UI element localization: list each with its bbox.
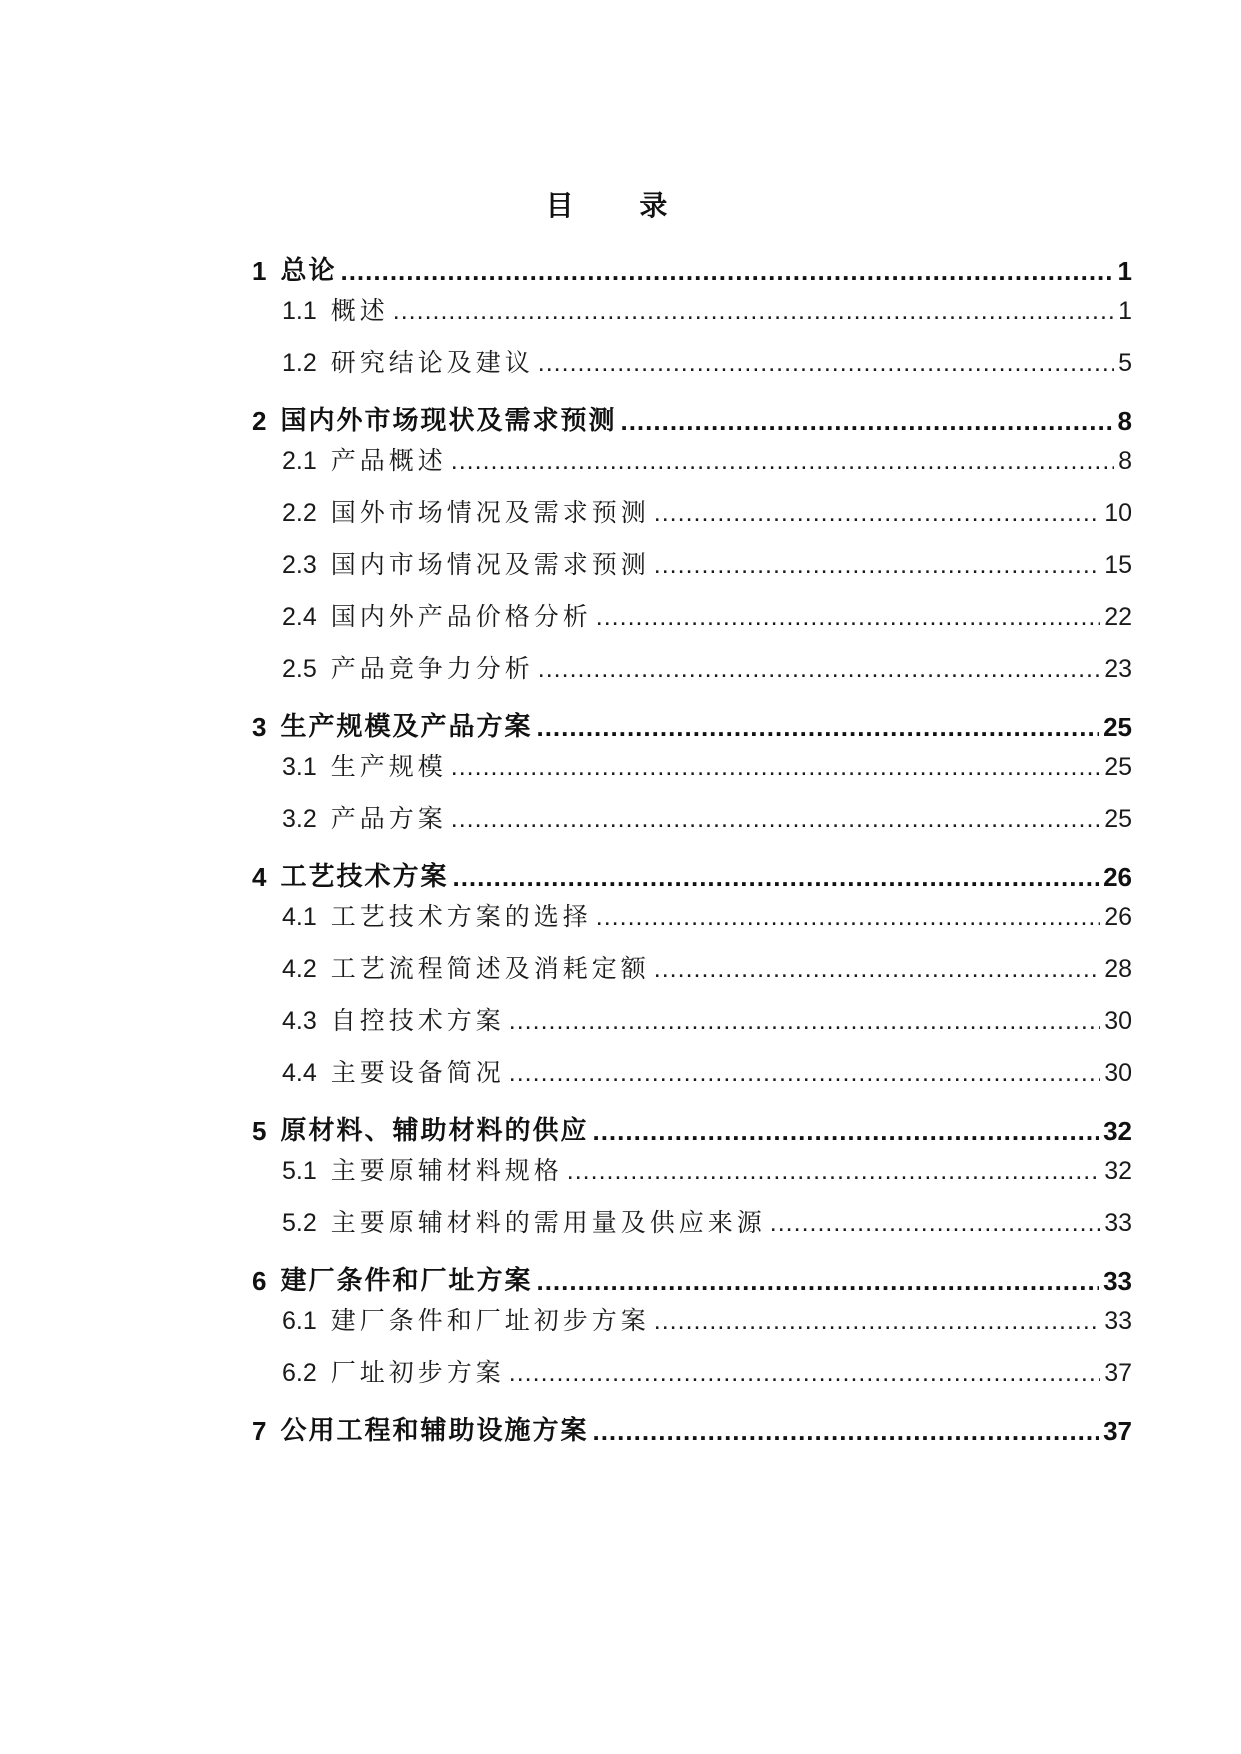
toc-dot-leader (451, 444, 1114, 478)
toc-entry-number: 4.3 (282, 1007, 317, 1035)
toc-page-number: 37 (1104, 1359, 1132, 1387)
toc-section-entry[interactable] (252, 548, 1132, 582)
toc-section-entry[interactable] (252, 1154, 1132, 1188)
toc-entry-title: 产品方案 (330, 804, 447, 833)
toc-section-entry[interactable] (252, 1356, 1132, 1390)
toc-dot-leader (509, 1056, 1100, 1090)
toc-section-entry[interactable] (252, 346, 1132, 380)
toc-section-entry[interactable] (252, 496, 1132, 530)
toc-chapter-entry[interactable] (252, 254, 1132, 288)
toc-page-number: 33 (1104, 1209, 1132, 1237)
toc-entry-number: 7 (252, 1416, 267, 1446)
toc-section-entry[interactable] (252, 294, 1132, 328)
toc-dot-leader (538, 652, 1100, 686)
toc-dot-leader (536, 1264, 1099, 1298)
toc-section-entry[interactable] (252, 600, 1132, 634)
toc-entry-title: 公用工程和辅助设施方案 (280, 1416, 589, 1446)
toc-entry-title: 国内市场情况及需求预测 (330, 550, 650, 579)
toc-chapter-entry[interactable] (252, 1414, 1132, 1448)
toc-dot-leader (654, 548, 1100, 582)
toc-page-number: 10 (1104, 499, 1132, 527)
toc-dot-leader (452, 860, 1099, 894)
toc-page-number: 8 (1117, 406, 1132, 436)
toc-page-number: 28 (1104, 955, 1132, 983)
toc-page-number: 1 (1117, 256, 1132, 286)
toc-entry-number: 2.5 (282, 655, 317, 683)
toc-dot-leader (592, 1114, 1099, 1148)
toc-entry-title: 原材料、辅助材料的供应 (280, 1116, 589, 1146)
toc-dot-leader (654, 1304, 1100, 1338)
toc-entry-number: 4 (252, 862, 267, 892)
toc-entry-title: 主要原辅材料规格 (330, 1156, 563, 1185)
toc-dot-leader (451, 802, 1100, 836)
toc-section-entry[interactable] (252, 444, 1132, 478)
toc-chapter-entry[interactable] (252, 404, 1132, 438)
toc-page-number: 33 (1104, 1307, 1132, 1335)
toc-dot-leader (596, 900, 1100, 934)
toc-page-number: 37 (1103, 1416, 1132, 1446)
toc-page-number: 33 (1103, 1266, 1132, 1296)
toc-page-number: 25 (1104, 753, 1132, 781)
toc-section-entry[interactable] (252, 900, 1132, 934)
toc-entry-number: 5 (252, 1116, 267, 1146)
toc-dot-leader (536, 710, 1099, 744)
toc-entry-title: 工艺技术方案 (280, 862, 449, 892)
toc-entry-title: 生产规模 (330, 752, 447, 781)
toc-section-entry[interactable] (252, 952, 1132, 986)
toc-entry-title: 产品概述 (330, 446, 447, 475)
toc-page-number: 8 (1118, 447, 1132, 475)
toc-entry-title: 研究结论及建议 (330, 348, 534, 377)
toc-entry-title: 建厂条件和厂址方案 (280, 1266, 533, 1296)
toc-page-number: 5 (1118, 349, 1132, 377)
toc-page-number: 26 (1104, 903, 1132, 931)
toc-dot-leader (393, 294, 1114, 328)
toc-dot-leader (340, 254, 1113, 288)
toc-entry-title: 国内外产品价格分析 (330, 602, 592, 631)
toc-page-number: 1 (1118, 297, 1132, 325)
toc-entry-number: 6.2 (282, 1359, 317, 1387)
toc-dot-leader (451, 750, 1100, 784)
toc-entry-number: 5.1 (282, 1157, 317, 1185)
toc-entry-title: 主要原辅材料的需用量及供应来源 (330, 1208, 766, 1237)
toc-entry-title: 厂址初步方案 (330, 1358, 505, 1387)
toc-entry-number: 3.1 (282, 753, 317, 781)
toc-section-entry[interactable] (252, 652, 1132, 686)
toc-dot-leader (509, 1004, 1100, 1038)
toc-chapter-entry[interactable] (252, 710, 1132, 744)
toc-page-number: 32 (1103, 1116, 1132, 1146)
toc-page-number: 30 (1104, 1007, 1132, 1035)
toc-entry-title: 工艺技术方案的选择 (330, 902, 592, 931)
toc-entry-number: 4.1 (282, 903, 317, 931)
toc-dot-leader (538, 346, 1114, 380)
toc-entry-number: 3 (252, 712, 267, 742)
toc-dot-leader (592, 1414, 1099, 1448)
toc-section-entry[interactable] (252, 1004, 1132, 1038)
toc-entry-number: 5.2 (282, 1209, 317, 1237)
toc-entry-number: 4.4 (282, 1059, 317, 1087)
toc-entry-title: 生产规模及产品方案 (280, 712, 533, 742)
toc-page-number: 26 (1103, 862, 1132, 892)
toc-entry-title: 国外市场情况及需求预测 (330, 498, 650, 527)
toc-dot-leader (567, 1154, 1100, 1188)
toc-entry-title: 建厂条件和厂址初步方案 (330, 1306, 650, 1335)
toc-entry-number: 2.4 (282, 603, 317, 631)
toc-entry-number: 2.1 (282, 447, 317, 475)
toc-page-number: 25 (1103, 712, 1132, 742)
toc-entry-number: 1.1 (282, 297, 317, 325)
toc-entry-number: 2 (252, 406, 267, 436)
toc-section-entry[interactable] (252, 1206, 1132, 1240)
toc-entry-number: 6 (252, 1266, 267, 1296)
toc-chapter-entry[interactable] (252, 1264, 1132, 1298)
toc-page-number: 25 (1104, 805, 1132, 833)
toc-entry-title: 概述 (330, 296, 389, 325)
toc-page-number: 15 (1104, 551, 1132, 579)
toc-section-entry[interactable] (252, 1304, 1132, 1338)
toc-dot-leader (654, 496, 1100, 530)
toc-entry-title: 产品竞争力分析 (330, 654, 534, 683)
toc-dot-leader (620, 404, 1113, 438)
toc-page-number: 30 (1104, 1059, 1132, 1087)
toc-section-entry[interactable] (252, 802, 1132, 836)
toc-page-number: 32 (1104, 1157, 1132, 1185)
toc-chapter-entry[interactable] (252, 1114, 1132, 1148)
toc-section-entry[interactable] (252, 750, 1132, 784)
toc-dot-leader (654, 952, 1100, 986)
toc-chapter-entry[interactable] (252, 860, 1132, 894)
toc-title: 目 录 (545, 189, 696, 222)
toc-entry-number: 2.3 (282, 551, 317, 579)
toc-entry-title: 主要设备简况 (330, 1058, 505, 1087)
toc-dot-leader (509, 1356, 1100, 1390)
toc-entry-title: 国内外市场现状及需求预测 (280, 406, 617, 436)
toc-section-entry[interactable] (252, 1056, 1132, 1090)
toc-entry-number: 2.2 (282, 499, 317, 527)
toc-entry-title: 工艺流程简述及消耗定额 (330, 954, 650, 983)
toc-entry-number: 3.2 (282, 805, 317, 833)
table-of-contents (252, 254, 1132, 1454)
toc-page-number: 22 (1104, 603, 1132, 631)
toc-dot-leader (770, 1206, 1100, 1240)
toc-entry-number: 6.1 (282, 1307, 317, 1335)
toc-entry-number: 1 (252, 256, 267, 286)
toc-dot-leader (596, 600, 1100, 634)
toc-entry-title: 自控技术方案 (330, 1006, 505, 1035)
toc-entry-number: 1.2 (282, 349, 317, 377)
toc-entry-number: 4.2 (282, 955, 317, 983)
toc-page-number: 23 (1104, 655, 1132, 683)
toc-entry-title: 总论 (280, 256, 337, 286)
